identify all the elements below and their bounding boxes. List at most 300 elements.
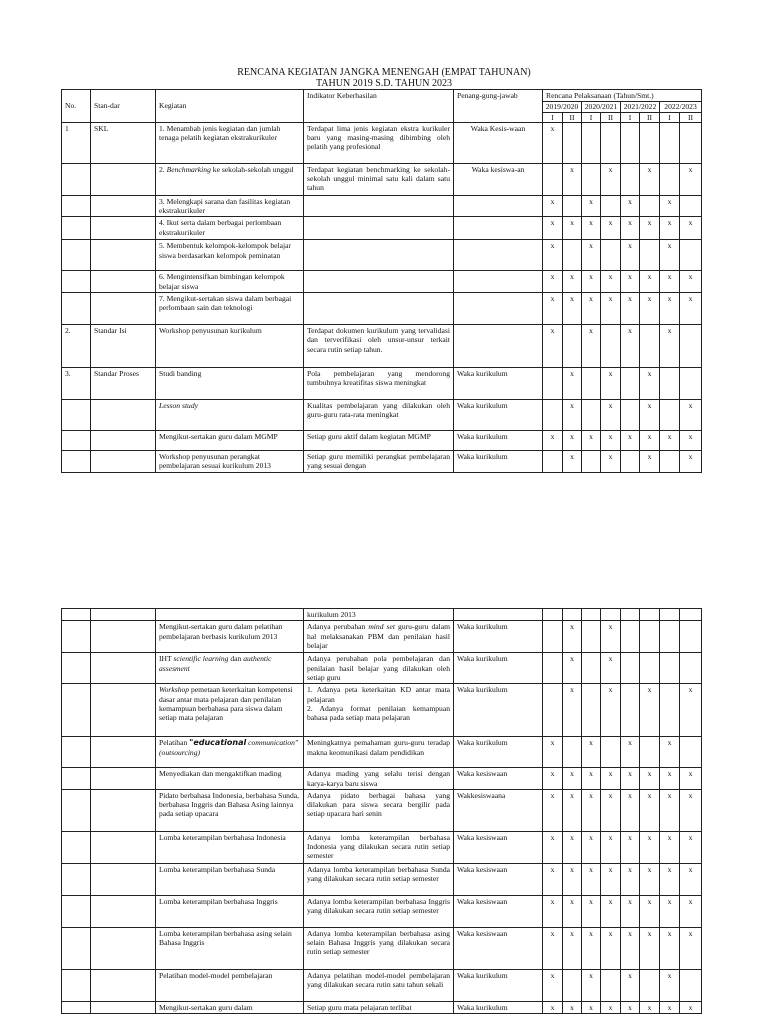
mark-cell: x bbox=[640, 163, 660, 195]
mark-cell bbox=[563, 609, 582, 621]
row-indikator: Setiap guru memiliki perangkat pembelajaran yang sesuai dengan bbox=[304, 451, 454, 473]
mark-cell: x bbox=[640, 684, 660, 737]
row-penanggung-jawab bbox=[454, 240, 543, 271]
mark-cell bbox=[640, 122, 660, 163]
mark-cell bbox=[563, 969, 582, 1001]
mark-cell: x bbox=[582, 737, 601, 768]
row-no bbox=[62, 431, 91, 451]
mark-cell: x bbox=[660, 195, 680, 217]
mark-cell: x bbox=[680, 431, 702, 451]
mark-cell bbox=[640, 969, 660, 1001]
mark-cell bbox=[601, 240, 621, 271]
mark-cell bbox=[621, 400, 640, 431]
mark-cell: x bbox=[660, 217, 680, 240]
header-semester: I bbox=[582, 112, 601, 122]
row-indikator bbox=[304, 293, 454, 325]
row-indikator: Adanya lomba keterampilan berbahasa Sunda yang dilakukan secara rutin setiap semester bbox=[304, 863, 454, 895]
mark-cell: x bbox=[543, 217, 563, 240]
mark-cell: x bbox=[660, 768, 680, 790]
mark-cell: x bbox=[582, 927, 601, 969]
row-no bbox=[62, 400, 91, 431]
mark-cell bbox=[680, 653, 702, 684]
header-semester: I bbox=[660, 112, 680, 122]
row-kegiatan: 6. Mengintensifkan bimbingan kelompok belajar siswa bbox=[156, 271, 304, 293]
mark-cell: x bbox=[601, 293, 621, 325]
row-standar bbox=[91, 217, 156, 240]
mark-cell: x bbox=[563, 451, 582, 473]
header-standar: Stan-dar bbox=[91, 90, 156, 123]
mark-cell: x bbox=[601, 895, 621, 927]
row-penanggung-jawab: Waka kesiswaan bbox=[454, 768, 543, 790]
mark-cell: x bbox=[621, 969, 640, 1001]
header-rencana: Rencana Pelaksanaan (Tahun/Smt.) bbox=[543, 90, 702, 102]
row-kegiatan: 3. Melengkapi sarana dan fasilitas kegiatan ekstrakurikuler bbox=[156, 195, 304, 217]
mark-cell: x bbox=[582, 768, 601, 790]
row-penanggung-jawab: Waka kurikulum bbox=[454, 400, 543, 431]
mark-cell: x bbox=[680, 451, 702, 473]
row-indikator: Terdapat dokumen kurikulum yang tervalidasi dan terverifikasi oleh unsur-unsur terkait secara rutin setiap tahun. bbox=[304, 325, 454, 368]
mark-cell: x bbox=[563, 895, 582, 927]
mark-cell: x bbox=[543, 195, 563, 217]
mark-cell bbox=[660, 451, 680, 473]
mark-cell: x bbox=[621, 789, 640, 831]
mark-cell: x bbox=[660, 831, 680, 863]
table-row bbox=[62, 240, 702, 271]
table-row bbox=[62, 895, 702, 927]
row-no bbox=[62, 163, 91, 195]
mark-cell: x bbox=[640, 789, 660, 831]
table-row bbox=[62, 737, 702, 768]
mark-cell: x bbox=[621, 293, 640, 325]
mark-cell: x bbox=[601, 431, 621, 451]
row-penanggung-jawab: Wakkesiswaana bbox=[454, 789, 543, 831]
mark-cell bbox=[582, 163, 601, 195]
mark-cell: x bbox=[543, 969, 563, 1001]
row-kegiatan: Lomba keterampilan berbahasa asing selain Bahasa Inggris bbox=[156, 927, 304, 969]
row-kegiatan: 5. Membentuk kelompok-kelompok belajar siswa berdasarkan kelompok peminatan bbox=[156, 240, 304, 271]
mark-cell: x bbox=[563, 789, 582, 831]
mark-cell bbox=[582, 653, 601, 684]
mark-cell: x bbox=[621, 863, 640, 895]
row-kegiatan: Pelatihan "educational communication"(outsourcing) bbox=[156, 737, 304, 768]
mark-cell: x bbox=[582, 240, 601, 271]
row-standar bbox=[91, 195, 156, 217]
mark-cell: x bbox=[582, 789, 601, 831]
mark-cell: x bbox=[621, 271, 640, 293]
table-row bbox=[62, 451, 702, 473]
mark-cell: x bbox=[680, 789, 702, 831]
mark-cell: x bbox=[582, 1001, 601, 1013]
row-kegiatan: 2. Benchmarking ke sekolah-sekolah unggul bbox=[156, 163, 304, 195]
mark-cell: x bbox=[543, 789, 563, 831]
table-row bbox=[62, 163, 702, 195]
row-indikator: Adanya perubahan pola pembelajaran dan penilaian hasil belajar yang dilakukan oleh setiap guru bbox=[304, 653, 454, 684]
mark-cell: x bbox=[621, 217, 640, 240]
header-semester: II bbox=[563, 112, 582, 122]
mark-cell: x bbox=[660, 293, 680, 325]
row-kegiatan: Lomba keterampilan berbahasa Sunda bbox=[156, 863, 304, 895]
mark-cell bbox=[543, 400, 563, 431]
mark-cell bbox=[543, 653, 563, 684]
mark-cell: x bbox=[543, 768, 563, 790]
row-penanggung-jawab: Waka kesiswaan bbox=[454, 863, 543, 895]
mark-cell: x bbox=[680, 163, 702, 195]
mark-cell: x bbox=[660, 737, 680, 768]
row-indikator: Setiap guru aktif dalam kegiatan MGMP bbox=[304, 431, 454, 451]
mark-cell: x bbox=[543, 831, 563, 863]
mark-cell bbox=[621, 609, 640, 621]
row-indikator: Meningkatnya pemahaman guru-guru teradap makna keomunikasi dalam pendidikan bbox=[304, 737, 454, 768]
row-indikator: Setiap guru mata pelajaran terlibat bbox=[304, 1001, 454, 1013]
mark-cell: x bbox=[601, 927, 621, 969]
row-indikator: Pola pembelajaran yang mendorong tumbuhnya kreatifitas siswa meningkat bbox=[304, 368, 454, 400]
mark-cell: x bbox=[563, 768, 582, 790]
mark-cell: x bbox=[640, 927, 660, 969]
mark-cell bbox=[582, 609, 601, 621]
mark-cell: x bbox=[601, 684, 621, 737]
row-standar bbox=[91, 431, 156, 451]
header-year: 2021/2022 bbox=[621, 102, 660, 112]
mark-cell: x bbox=[640, 368, 660, 400]
row-penanggung-jawab bbox=[454, 217, 543, 240]
mark-cell bbox=[582, 451, 601, 473]
row-standar: Standar Proses bbox=[91, 368, 156, 400]
mark-cell bbox=[582, 684, 601, 737]
row-kegiatan: Workshop penyusunan kurikulum bbox=[156, 325, 304, 368]
mark-cell: x bbox=[582, 895, 601, 927]
mark-cell: x bbox=[640, 293, 660, 325]
row-indikator: Adanya mading yang selalu terisi dengan karya-karya baru siswa bbox=[304, 768, 454, 790]
mark-cell: x bbox=[543, 431, 563, 451]
mark-cell: x bbox=[621, 195, 640, 217]
mark-cell bbox=[621, 451, 640, 473]
mark-cell: x bbox=[543, 271, 563, 293]
mark-cell bbox=[660, 122, 680, 163]
row-no bbox=[62, 240, 91, 271]
mark-cell bbox=[601, 325, 621, 368]
mark-cell: x bbox=[621, 431, 640, 451]
mark-cell: x bbox=[563, 163, 582, 195]
mark-cell bbox=[640, 737, 660, 768]
mark-cell: x bbox=[563, 217, 582, 240]
header-semester: II bbox=[640, 112, 660, 122]
row-indikator bbox=[304, 217, 454, 240]
row-penanggung-jawab bbox=[454, 293, 543, 325]
mark-cell: x bbox=[621, 927, 640, 969]
row-penanggung-jawab bbox=[454, 325, 543, 368]
mark-cell: x bbox=[660, 789, 680, 831]
mark-cell: x bbox=[680, 927, 702, 969]
mark-cell: x bbox=[660, 969, 680, 1001]
mark-cell: x bbox=[640, 1001, 660, 1013]
mark-cell: x bbox=[640, 271, 660, 293]
mark-cell bbox=[660, 400, 680, 431]
mark-cell: x bbox=[621, 831, 640, 863]
mark-cell bbox=[660, 621, 680, 653]
header-semester: II bbox=[601, 112, 621, 122]
table-row bbox=[62, 293, 702, 325]
mark-cell: x bbox=[582, 969, 601, 1001]
row-kegiatan: Pelatihan model-model pembelajaran bbox=[156, 969, 304, 1001]
mark-cell: x bbox=[621, 325, 640, 368]
mark-cell bbox=[543, 368, 563, 400]
mark-cell bbox=[680, 368, 702, 400]
table-row bbox=[62, 621, 702, 653]
mark-cell: x bbox=[660, 240, 680, 271]
row-penanggung-jawab bbox=[454, 609, 543, 621]
table-row bbox=[62, 831, 702, 863]
row-indikator: Terdapat lima jenis kegiatan ekstra kurikuler baru yang masing-masing dibimbing oleh pelatih yang profesional bbox=[304, 122, 454, 163]
table-row bbox=[62, 863, 702, 895]
mark-cell: x bbox=[601, 163, 621, 195]
row-indikator: Adanya pelatihan model-model pembelajaran yang dilakukan secara rutin satu tahun sekali bbox=[304, 969, 454, 1001]
header-penanggung-jawab: Penang-gung-jawab bbox=[454, 90, 543, 123]
mark-cell: x bbox=[680, 217, 702, 240]
table-row bbox=[62, 1001, 702, 1013]
mark-cell: x bbox=[680, 831, 702, 863]
mark-cell: x bbox=[543, 240, 563, 271]
mark-cell bbox=[543, 163, 563, 195]
table-row bbox=[62, 400, 702, 431]
mark-cell bbox=[621, 163, 640, 195]
row-no bbox=[62, 217, 91, 240]
row-no bbox=[62, 293, 91, 325]
mark-cell bbox=[640, 653, 660, 684]
mark-cell: x bbox=[660, 1001, 680, 1013]
row-indikator: 1. Adanya peta keterkaitan KD antar mata pelajaran 2. Adanya format penilaian kemampuan bahasa pada setiap mata pelajaran bbox=[304, 684, 454, 737]
mark-cell bbox=[582, 368, 601, 400]
header-semester: I bbox=[543, 112, 563, 122]
mark-cell: x bbox=[601, 621, 621, 653]
mark-cell: x bbox=[680, 1001, 702, 1013]
row-kegiatan: Mengikut-sertakan guru dalam bbox=[156, 1001, 304, 1013]
mark-cell: x bbox=[582, 271, 601, 293]
row-kegiatan: Lomba keterampilan berbahasa Indonesia bbox=[156, 831, 304, 863]
mark-cell bbox=[601, 737, 621, 768]
mark-cell: x bbox=[563, 653, 582, 684]
activity-table-page-1 bbox=[61, 89, 702, 473]
row-penanggung-jawab: Waka kesiswa-an bbox=[454, 163, 543, 195]
row-standar bbox=[91, 240, 156, 271]
mark-cell: x bbox=[582, 431, 601, 451]
mark-cell: x bbox=[543, 737, 563, 768]
table-row bbox=[62, 431, 702, 451]
table-row bbox=[62, 122, 702, 163]
mark-cell: x bbox=[563, 431, 582, 451]
mark-cell: x bbox=[601, 831, 621, 863]
mark-cell: x bbox=[563, 293, 582, 325]
document-subtitle: TAHUN 2019 S.D. TAHUN 2023 bbox=[316, 78, 452, 89]
row-kegiatan: Lomba keterampilan berbahasa Inggris bbox=[156, 895, 304, 927]
row-no bbox=[62, 451, 91, 473]
row-indikator bbox=[304, 240, 454, 271]
mark-cell: x bbox=[582, 863, 601, 895]
mark-cell: x bbox=[660, 271, 680, 293]
row-indikator: Adanya lomba keterampilan berbahasa Inggris yang dilakukan secara rutin setiap semester bbox=[304, 895, 454, 927]
mark-cell: x bbox=[543, 895, 563, 927]
mark-cell: x bbox=[640, 768, 660, 790]
mark-cell bbox=[601, 122, 621, 163]
row-kegiatan: Pidato berbahasa Indonesia, berbahasa Sunda, berbahasa Inggris dan Bahasa Asing lainnya pada setiap upacara bbox=[156, 789, 304, 831]
row-penanggung-jawab bbox=[454, 195, 543, 217]
table-row bbox=[62, 969, 702, 1001]
mark-cell bbox=[680, 122, 702, 163]
row-kegiatan: 4. Ikut serta dalam berbagai perlombaan ekstrakurikuler bbox=[156, 217, 304, 240]
row-no bbox=[62, 195, 91, 217]
row-standar: Standar Isi bbox=[91, 325, 156, 368]
mark-cell bbox=[640, 240, 660, 271]
mark-cell: x bbox=[621, 1001, 640, 1013]
mark-cell: x bbox=[543, 927, 563, 969]
mark-cell bbox=[680, 737, 702, 768]
mark-cell: x bbox=[640, 895, 660, 927]
table-row bbox=[62, 368, 702, 400]
mark-cell bbox=[601, 195, 621, 217]
table-row bbox=[62, 271, 702, 293]
row-indikator: Adanya lomba keterampilan berbahasa asing selain Bahasa Inggris yang dilakukan secara rutin setiap semester bbox=[304, 927, 454, 969]
mark-cell: x bbox=[563, 863, 582, 895]
table-row bbox=[62, 927, 702, 969]
mark-cell: x bbox=[680, 895, 702, 927]
mark-cell bbox=[621, 684, 640, 737]
row-indikator: Adanya pidato berbagai bahasa yang dilakukan para siswa secara bergilir pada setiap upacara hari senin bbox=[304, 789, 454, 831]
row-standar bbox=[91, 163, 156, 195]
mark-cell: x bbox=[621, 895, 640, 927]
row-penanggung-jawab bbox=[454, 271, 543, 293]
mark-cell: x bbox=[680, 400, 702, 431]
mark-cell bbox=[543, 609, 563, 621]
mark-cell bbox=[660, 653, 680, 684]
mark-cell bbox=[582, 400, 601, 431]
row-standar bbox=[91, 400, 156, 431]
table-row bbox=[62, 609, 702, 621]
mark-cell: x bbox=[640, 431, 660, 451]
mark-cell: x bbox=[660, 325, 680, 368]
row-kegiatan: IHT scientific learning dan authentic assesment bbox=[156, 653, 304, 684]
mark-cell: x bbox=[563, 684, 582, 737]
row-no: 3. bbox=[62, 368, 91, 400]
row-indikator bbox=[304, 195, 454, 217]
row-no: 2. bbox=[62, 325, 91, 368]
row-kegiatan: Mengikut-sertakan guru dalam pelatihan pembelajaran berbasis kurikulum 2013 bbox=[156, 621, 304, 653]
mark-cell: x bbox=[680, 293, 702, 325]
mark-cell bbox=[680, 325, 702, 368]
mark-cell bbox=[563, 737, 582, 768]
mark-cell bbox=[680, 621, 702, 653]
row-standar bbox=[91, 451, 156, 473]
mark-cell: x bbox=[543, 293, 563, 325]
row-penanggung-jawab: Waka kurikulum bbox=[454, 969, 543, 1001]
header-semester: II bbox=[680, 112, 702, 122]
mark-cell bbox=[543, 451, 563, 473]
table-row bbox=[62, 195, 702, 217]
row-kegiatan: 1. Menambah jenis kegiatan dan jumlah tenaga pelatih kegiatan ekstrakurikuler bbox=[156, 122, 304, 163]
mark-cell bbox=[680, 240, 702, 271]
mark-cell: x bbox=[621, 240, 640, 271]
mark-cell: x bbox=[640, 863, 660, 895]
mark-cell: x bbox=[543, 122, 563, 163]
mark-cell bbox=[601, 609, 621, 621]
mark-cell: x bbox=[582, 217, 601, 240]
mark-cell bbox=[660, 163, 680, 195]
row-kegiatan: Mengikut-sertakan guru dalam MGMP bbox=[156, 431, 304, 451]
mark-cell bbox=[621, 368, 640, 400]
mark-cell: x bbox=[563, 400, 582, 431]
table-row bbox=[62, 325, 702, 368]
mark-cell bbox=[640, 621, 660, 653]
mark-cell bbox=[680, 609, 702, 621]
mark-cell bbox=[680, 195, 702, 217]
mark-cell: x bbox=[582, 325, 601, 368]
row-penanggung-jawab: Waka Kesis-waan bbox=[454, 122, 543, 163]
row-indikator bbox=[304, 271, 454, 293]
mark-cell bbox=[582, 122, 601, 163]
mark-cell bbox=[621, 653, 640, 684]
row-indikator: Kualitas pembelajaran yang dilakukan oleh guru-guru rata-rata meningkat bbox=[304, 400, 454, 431]
mark-cell: x bbox=[601, 451, 621, 473]
header-indikator: Indikator Keberhasilan bbox=[304, 90, 454, 123]
document-title: RENCANA KEGIATAN JANGKA MENENGAH (EMPAT TAHUNAN) bbox=[237, 67, 531, 78]
mark-cell: x bbox=[601, 217, 621, 240]
row-standar bbox=[91, 271, 156, 293]
mark-cell bbox=[660, 368, 680, 400]
row-kegiatan: 7. Mengikut-sertakan siswa dalam berbagai perlombaan sain dan teknologi bbox=[156, 293, 304, 325]
row-kegiatan bbox=[156, 609, 304, 621]
mark-cell bbox=[601, 969, 621, 1001]
row-kegiatan: Workshop pemetaan keterkaitan kompetensi dasar antar mata pelajaran dan penilaian kemampuan berbahasa para siswa dalam setiap mata pelajaran bbox=[156, 684, 304, 737]
mark-cell: x bbox=[660, 927, 680, 969]
row-kegiatan: Lesson study bbox=[156, 400, 304, 431]
row-penanggung-jawab: Waka kesiswaan bbox=[454, 895, 543, 927]
mark-cell: x bbox=[601, 768, 621, 790]
mark-cell: x bbox=[660, 895, 680, 927]
row-standar: SKL bbox=[91, 122, 156, 163]
mark-cell: x bbox=[563, 368, 582, 400]
mark-cell: x bbox=[640, 217, 660, 240]
header-year: 2019/2020 bbox=[543, 102, 582, 112]
mark-cell: x bbox=[680, 684, 702, 737]
row-penanggung-jawab: Waka kurikulum bbox=[454, 368, 543, 400]
mark-cell: x bbox=[601, 789, 621, 831]
mark-cell bbox=[543, 684, 563, 737]
mark-cell bbox=[563, 325, 582, 368]
row-penanggung-jawab: Waka kurikulum bbox=[454, 621, 543, 653]
row-penanggung-jawab: Waka kurikulum bbox=[454, 431, 543, 451]
row-no: 1 bbox=[62, 122, 91, 163]
header-year: 2022/2023 bbox=[660, 102, 702, 112]
table-row bbox=[62, 789, 702, 831]
row-penanggung-jawab: Waka kurikulum bbox=[454, 684, 543, 737]
mark-cell bbox=[582, 621, 601, 653]
row-indikator: Terdapat kegiatan benchmarking ke sekolah-sekolah unggul minimal satu kali dalam satu tahun bbox=[304, 163, 454, 195]
row-penanggung-jawab: Waka kesiswaan bbox=[454, 927, 543, 969]
row-indikator: Adanya perubahan mind set guru-guru dalam hal melaksanakan PBM dan penilaian hasil belajar bbox=[304, 621, 454, 653]
mark-cell bbox=[660, 684, 680, 737]
row-penanggung-jawab: Waka kurikulum bbox=[454, 451, 543, 473]
mark-cell: x bbox=[660, 863, 680, 895]
mark-cell: x bbox=[601, 1001, 621, 1013]
row-penanggung-jawab: Waka kurikulum bbox=[454, 737, 543, 768]
mark-cell: x bbox=[582, 831, 601, 863]
mark-cell: x bbox=[621, 737, 640, 768]
table-row bbox=[62, 217, 702, 240]
row-kegiatan: Workshop penyusunan perangkat pembelajaran sesuai kurikulum 2013 bbox=[156, 451, 304, 473]
row-penanggung-jawab: Waka kurikulum bbox=[454, 653, 543, 684]
activity-table-page-2 bbox=[61, 608, 702, 1014]
mark-cell bbox=[660, 609, 680, 621]
row-indikator: kurikulum 2013 bbox=[304, 609, 454, 621]
mark-cell: x bbox=[601, 863, 621, 895]
